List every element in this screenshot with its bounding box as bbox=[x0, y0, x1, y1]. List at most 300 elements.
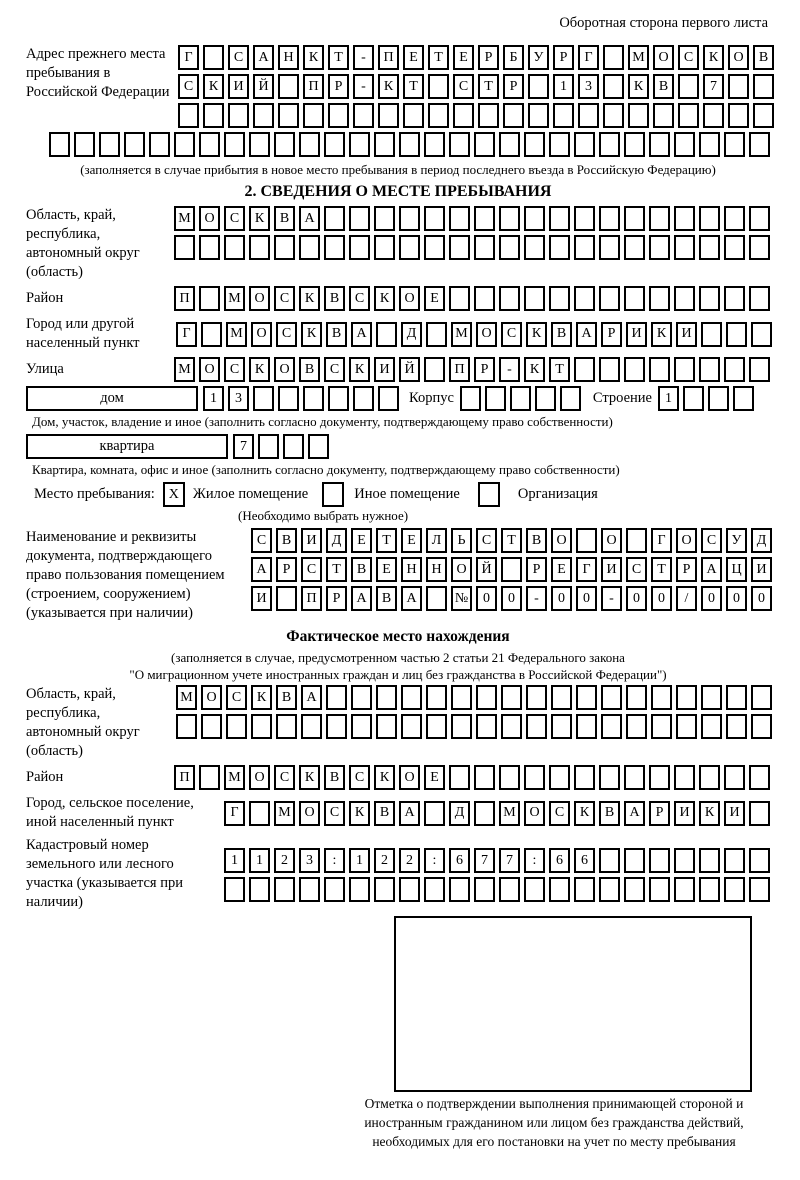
char-box: С bbox=[324, 801, 345, 826]
char-box: И bbox=[251, 586, 272, 611]
char-box bbox=[574, 235, 595, 260]
char-box bbox=[599, 206, 620, 231]
char-box: 1 bbox=[203, 386, 224, 411]
char-box bbox=[328, 386, 349, 411]
char-box: С bbox=[274, 765, 295, 790]
char-box: С bbox=[276, 322, 297, 347]
char-box: И bbox=[601, 557, 622, 582]
char-box: А bbox=[401, 586, 422, 611]
char-box: О bbox=[676, 528, 697, 553]
char-box: В bbox=[274, 206, 295, 231]
char-box bbox=[474, 235, 495, 260]
char-box: Т bbox=[428, 45, 449, 70]
char-box bbox=[324, 132, 345, 157]
char-box bbox=[399, 132, 420, 157]
char-box bbox=[749, 801, 770, 826]
char-box bbox=[603, 103, 624, 128]
char-box bbox=[224, 877, 245, 902]
char-box: А bbox=[701, 557, 722, 582]
char-box: О bbox=[274, 357, 295, 382]
char-box bbox=[549, 132, 570, 157]
char-box: Г bbox=[651, 528, 672, 553]
char-box bbox=[276, 714, 297, 739]
char-box: Г bbox=[176, 322, 197, 347]
char-box: Т bbox=[651, 557, 672, 582]
char-box: - bbox=[353, 45, 374, 70]
char-box bbox=[499, 286, 520, 311]
char-box: Г bbox=[178, 45, 199, 70]
char-box bbox=[724, 132, 745, 157]
char-box bbox=[524, 765, 545, 790]
char-box: С bbox=[453, 74, 474, 99]
char-box bbox=[501, 557, 522, 582]
char-box: 2 bbox=[374, 848, 395, 873]
char-box bbox=[424, 357, 445, 382]
char-box bbox=[449, 206, 470, 231]
char-box: О bbox=[476, 322, 497, 347]
fact-title: Фактическое место нахождения bbox=[286, 628, 510, 645]
char-box bbox=[451, 714, 472, 739]
char-box bbox=[474, 801, 495, 826]
char-box: 0 bbox=[476, 586, 497, 611]
char-box bbox=[699, 132, 720, 157]
char-box: О bbox=[199, 357, 220, 382]
char-box bbox=[599, 877, 620, 902]
char-box bbox=[474, 877, 495, 902]
confirmation-stamp-box bbox=[394, 916, 752, 1092]
char-box bbox=[426, 714, 447, 739]
char-box: Е bbox=[403, 45, 424, 70]
char-box bbox=[149, 132, 170, 157]
char-box: А bbox=[624, 801, 645, 826]
char-box: Н bbox=[401, 557, 422, 582]
char-box: К bbox=[699, 801, 720, 826]
char-box: 0 bbox=[626, 586, 647, 611]
char-box bbox=[349, 877, 370, 902]
char-box bbox=[751, 685, 772, 710]
fact-note-1: (заполняется в случае, предусмотренном частью 2 статьи 21 Федерального закона bbox=[171, 650, 625, 665]
char-box: О bbox=[653, 45, 674, 70]
prev-address-label: Адрес прежнего места пребывания в Российской Федерации bbox=[26, 46, 170, 100]
char-box bbox=[324, 206, 345, 231]
char-box bbox=[749, 877, 770, 902]
stroenie-cells bbox=[658, 386, 754, 411]
char-box: Р bbox=[503, 74, 524, 99]
char-box bbox=[424, 801, 445, 826]
char-box bbox=[524, 877, 545, 902]
char-box bbox=[203, 45, 224, 70]
char-box bbox=[724, 357, 745, 382]
char-box bbox=[699, 286, 720, 311]
char-box bbox=[749, 848, 770, 873]
street-label: Улица bbox=[26, 361, 64, 377]
char-box bbox=[526, 714, 547, 739]
region-row-1 bbox=[174, 206, 770, 231]
char-box: О bbox=[201, 685, 222, 710]
char-box bbox=[599, 848, 620, 873]
char-box bbox=[524, 132, 545, 157]
char-box bbox=[224, 132, 245, 157]
char-box: 3 bbox=[578, 74, 599, 99]
char-box: И bbox=[674, 801, 695, 826]
char-box bbox=[478, 103, 499, 128]
char-box bbox=[649, 765, 670, 790]
char-box: Л bbox=[426, 528, 447, 553]
char-box: П bbox=[378, 45, 399, 70]
char-box bbox=[74, 132, 95, 157]
char-box bbox=[474, 132, 495, 157]
char-box bbox=[724, 877, 745, 902]
char-box bbox=[699, 357, 720, 382]
char-box: Р bbox=[649, 801, 670, 826]
char-box: П bbox=[303, 74, 324, 99]
char-box bbox=[674, 765, 695, 790]
char-box bbox=[453, 103, 474, 128]
char-box bbox=[353, 386, 374, 411]
char-box bbox=[499, 765, 520, 790]
char-box: 1 bbox=[224, 848, 245, 873]
street-cells bbox=[174, 357, 770, 382]
cadastral-row-2 bbox=[224, 877, 770, 902]
char-box bbox=[599, 132, 620, 157]
char-box bbox=[749, 235, 770, 260]
char-box: О bbox=[249, 765, 270, 790]
char-box: Р bbox=[676, 557, 697, 582]
char-box bbox=[626, 685, 647, 710]
char-box: Й bbox=[399, 357, 420, 382]
char-box bbox=[624, 206, 645, 231]
char-box bbox=[549, 765, 570, 790]
char-box bbox=[724, 765, 745, 790]
char-box: П bbox=[301, 586, 322, 611]
prev-address-row-3 bbox=[178, 103, 774, 128]
char-box bbox=[649, 357, 670, 382]
char-box: 0 bbox=[751, 586, 772, 611]
char-box bbox=[624, 357, 645, 382]
char-box bbox=[649, 877, 670, 902]
char-box bbox=[753, 74, 774, 99]
fact-region-row-2 bbox=[176, 714, 772, 739]
char-box bbox=[428, 74, 449, 99]
char-box bbox=[528, 103, 549, 128]
char-box: - bbox=[353, 74, 374, 99]
char-box bbox=[449, 286, 470, 311]
char-box bbox=[733, 386, 754, 411]
char-box bbox=[399, 235, 420, 260]
char-box bbox=[426, 322, 447, 347]
char-box: - bbox=[499, 357, 520, 382]
fact-city-label: Город, сельское поселение, иной населенный пункт bbox=[26, 795, 194, 830]
char-box: Т bbox=[501, 528, 522, 553]
char-box bbox=[178, 103, 199, 128]
char-box bbox=[249, 877, 270, 902]
fact-city-cells bbox=[224, 801, 770, 826]
char-box bbox=[501, 714, 522, 739]
stay-type-row bbox=[34, 482, 770, 507]
char-box bbox=[574, 286, 595, 311]
char-box: К bbox=[249, 206, 270, 231]
char-box bbox=[299, 877, 320, 902]
char-box bbox=[528, 74, 549, 99]
char-box bbox=[349, 206, 370, 231]
char-box: : bbox=[424, 848, 445, 873]
char-box bbox=[708, 386, 729, 411]
city-row bbox=[26, 315, 770, 353]
char-box bbox=[674, 877, 695, 902]
char-box bbox=[510, 386, 531, 411]
char-box bbox=[201, 322, 222, 347]
char-box: Д bbox=[751, 528, 772, 553]
char-box bbox=[253, 386, 274, 411]
korpus-cells bbox=[460, 386, 581, 411]
char-box bbox=[403, 103, 424, 128]
char-box bbox=[376, 714, 397, 739]
char-box: С bbox=[178, 74, 199, 99]
char-box bbox=[174, 132, 195, 157]
char-box bbox=[576, 714, 597, 739]
char-box bbox=[728, 103, 749, 128]
char-box: В bbox=[653, 74, 674, 99]
char-box: М bbox=[224, 286, 245, 311]
residential-checkbox: X bbox=[163, 482, 185, 507]
char-box bbox=[174, 235, 195, 260]
char-box bbox=[676, 685, 697, 710]
char-box: К bbox=[303, 45, 324, 70]
char-box: С bbox=[324, 357, 345, 382]
char-box: 0 bbox=[576, 586, 597, 611]
apartment-note: Квартира, комната, офис и иное (заполнить согласно документу, подтверждающему право собственности) bbox=[32, 462, 620, 477]
street-row bbox=[26, 357, 770, 382]
char-box bbox=[524, 206, 545, 231]
char-box bbox=[726, 714, 747, 739]
char-box bbox=[401, 685, 422, 710]
char-box: 0 bbox=[551, 586, 572, 611]
apartment-row bbox=[26, 434, 770, 459]
document-row-2 bbox=[251, 557, 772, 582]
char-box bbox=[624, 765, 645, 790]
char-box: А bbox=[299, 206, 320, 231]
prev-address-block bbox=[26, 45, 770, 128]
char-box: : bbox=[524, 848, 545, 873]
char-box bbox=[678, 103, 699, 128]
char-box: О bbox=[451, 557, 472, 582]
char-box bbox=[499, 877, 520, 902]
char-box: В bbox=[599, 801, 620, 826]
char-box: В bbox=[351, 557, 372, 582]
char-box bbox=[426, 586, 447, 611]
char-box: С bbox=[226, 685, 247, 710]
char-box bbox=[551, 685, 572, 710]
char-box bbox=[253, 103, 274, 128]
char-box bbox=[749, 132, 770, 157]
char-box: К bbox=[374, 765, 395, 790]
char-box: О bbox=[551, 528, 572, 553]
char-box: Е bbox=[401, 528, 422, 553]
char-box bbox=[699, 877, 720, 902]
char-box bbox=[599, 286, 620, 311]
char-box bbox=[499, 206, 520, 231]
char-box: 1 bbox=[249, 848, 270, 873]
district-cells bbox=[174, 286, 770, 311]
other-premises-checkbox bbox=[322, 482, 344, 507]
char-box: К bbox=[299, 765, 320, 790]
char-box bbox=[374, 206, 395, 231]
fact-region-row-1 bbox=[176, 685, 772, 710]
char-box bbox=[574, 877, 595, 902]
char-box bbox=[401, 714, 422, 739]
char-box: 0 bbox=[701, 586, 722, 611]
char-box bbox=[276, 586, 297, 611]
char-box: В bbox=[299, 357, 320, 382]
char-box bbox=[399, 206, 420, 231]
char-box: Г bbox=[576, 557, 597, 582]
char-box: В bbox=[551, 322, 572, 347]
char-box: К bbox=[251, 685, 272, 710]
char-box bbox=[399, 877, 420, 902]
region-label: Область, край, республика, автономный округ (область) bbox=[26, 207, 140, 280]
char-box bbox=[603, 45, 624, 70]
char-box: Д bbox=[449, 801, 470, 826]
char-box bbox=[674, 286, 695, 311]
char-box bbox=[701, 714, 722, 739]
char-box bbox=[424, 132, 445, 157]
char-box: К bbox=[574, 801, 595, 826]
char-box: 7 bbox=[233, 434, 254, 459]
char-box bbox=[324, 877, 345, 902]
char-box: С bbox=[274, 286, 295, 311]
char-box: Р bbox=[328, 74, 349, 99]
char-box bbox=[678, 74, 699, 99]
char-box: О bbox=[601, 528, 622, 553]
char-box: О bbox=[399, 286, 420, 311]
char-box: Е bbox=[453, 45, 474, 70]
organization-checkbox bbox=[478, 482, 500, 507]
char-box: М bbox=[628, 45, 649, 70]
char-box: - bbox=[601, 586, 622, 611]
char-box bbox=[203, 103, 224, 128]
char-box: Н bbox=[426, 557, 447, 582]
char-box bbox=[699, 206, 720, 231]
char-box: И bbox=[626, 322, 647, 347]
char-box bbox=[699, 848, 720, 873]
char-box: Р bbox=[326, 586, 347, 611]
char-box bbox=[499, 132, 520, 157]
char-box bbox=[701, 685, 722, 710]
cadastral-row-1 bbox=[224, 848, 770, 873]
char-box: К bbox=[249, 357, 270, 382]
char-box: М bbox=[224, 765, 245, 790]
char-box bbox=[499, 235, 520, 260]
char-box: В bbox=[276, 528, 297, 553]
char-box bbox=[124, 132, 145, 157]
house-note: Дом, участок, владение и иное (заполнить согласно документу, подтверждающему право собственности) bbox=[32, 414, 613, 429]
char-box: А bbox=[253, 45, 274, 70]
char-box bbox=[726, 322, 747, 347]
city-label: Город или другой населенный пункт bbox=[26, 316, 140, 351]
char-box: Ц bbox=[726, 557, 747, 582]
char-box bbox=[724, 286, 745, 311]
char-box bbox=[576, 528, 597, 553]
char-box bbox=[603, 74, 624, 99]
char-box: С bbox=[476, 528, 497, 553]
char-box bbox=[749, 357, 770, 382]
char-box: Г bbox=[578, 45, 599, 70]
char-box: И bbox=[676, 322, 697, 347]
char-box bbox=[326, 685, 347, 710]
char-box bbox=[674, 132, 695, 157]
char-box bbox=[308, 434, 329, 459]
char-box bbox=[753, 103, 774, 128]
char-box: К bbox=[349, 801, 370, 826]
char-box: С bbox=[701, 528, 722, 553]
char-box: Б bbox=[503, 45, 524, 70]
char-box: В bbox=[326, 322, 347, 347]
char-box bbox=[501, 685, 522, 710]
char-box bbox=[503, 103, 524, 128]
char-box bbox=[303, 103, 324, 128]
char-box: Е bbox=[351, 528, 372, 553]
char-box bbox=[674, 235, 695, 260]
char-box bbox=[451, 685, 472, 710]
char-box: К bbox=[524, 357, 545, 382]
char-box bbox=[485, 386, 506, 411]
char-box: Т bbox=[326, 557, 347, 582]
char-box: О bbox=[299, 801, 320, 826]
char-box: Е bbox=[424, 286, 445, 311]
char-box bbox=[374, 877, 395, 902]
char-box: 7 bbox=[703, 74, 724, 99]
char-box bbox=[278, 74, 299, 99]
char-box: / bbox=[676, 586, 697, 611]
char-box: С bbox=[626, 557, 647, 582]
char-box: С bbox=[224, 357, 245, 382]
char-box bbox=[278, 103, 299, 128]
char-box bbox=[751, 322, 772, 347]
char-box bbox=[301, 714, 322, 739]
char-box: П bbox=[449, 357, 470, 382]
char-box bbox=[299, 132, 320, 157]
char-box bbox=[249, 132, 270, 157]
char-box: К bbox=[526, 322, 547, 347]
char-box: М bbox=[226, 322, 247, 347]
char-box: А bbox=[399, 801, 420, 826]
char-box bbox=[653, 103, 674, 128]
char-box bbox=[724, 206, 745, 231]
char-box: 0 bbox=[651, 586, 672, 611]
char-box: К bbox=[651, 322, 672, 347]
char-box bbox=[328, 103, 349, 128]
char-box: С bbox=[224, 206, 245, 231]
prev-address-note: (заполняется в случае прибытия в новое место пребывания в период последнего въезда в Российскую Федерацию) bbox=[80, 162, 716, 177]
char-box bbox=[703, 103, 724, 128]
stay-type-label: Место пребывания: bbox=[34, 486, 155, 502]
char-box bbox=[349, 132, 370, 157]
char-box bbox=[374, 235, 395, 260]
fact-region-label: Область, край, республика, автономный округ (область) bbox=[26, 686, 140, 759]
char-box: П bbox=[174, 765, 195, 790]
fact-district-label: Район bbox=[26, 769, 64, 785]
char-box bbox=[428, 103, 449, 128]
char-box: Р bbox=[601, 322, 622, 347]
fact-region-block bbox=[26, 685, 770, 761]
house-row bbox=[26, 386, 770, 411]
char-box: М bbox=[451, 322, 472, 347]
char-box bbox=[749, 206, 770, 231]
char-box bbox=[728, 74, 749, 99]
char-box: У bbox=[528, 45, 549, 70]
char-box bbox=[749, 286, 770, 311]
char-box: С bbox=[251, 528, 272, 553]
